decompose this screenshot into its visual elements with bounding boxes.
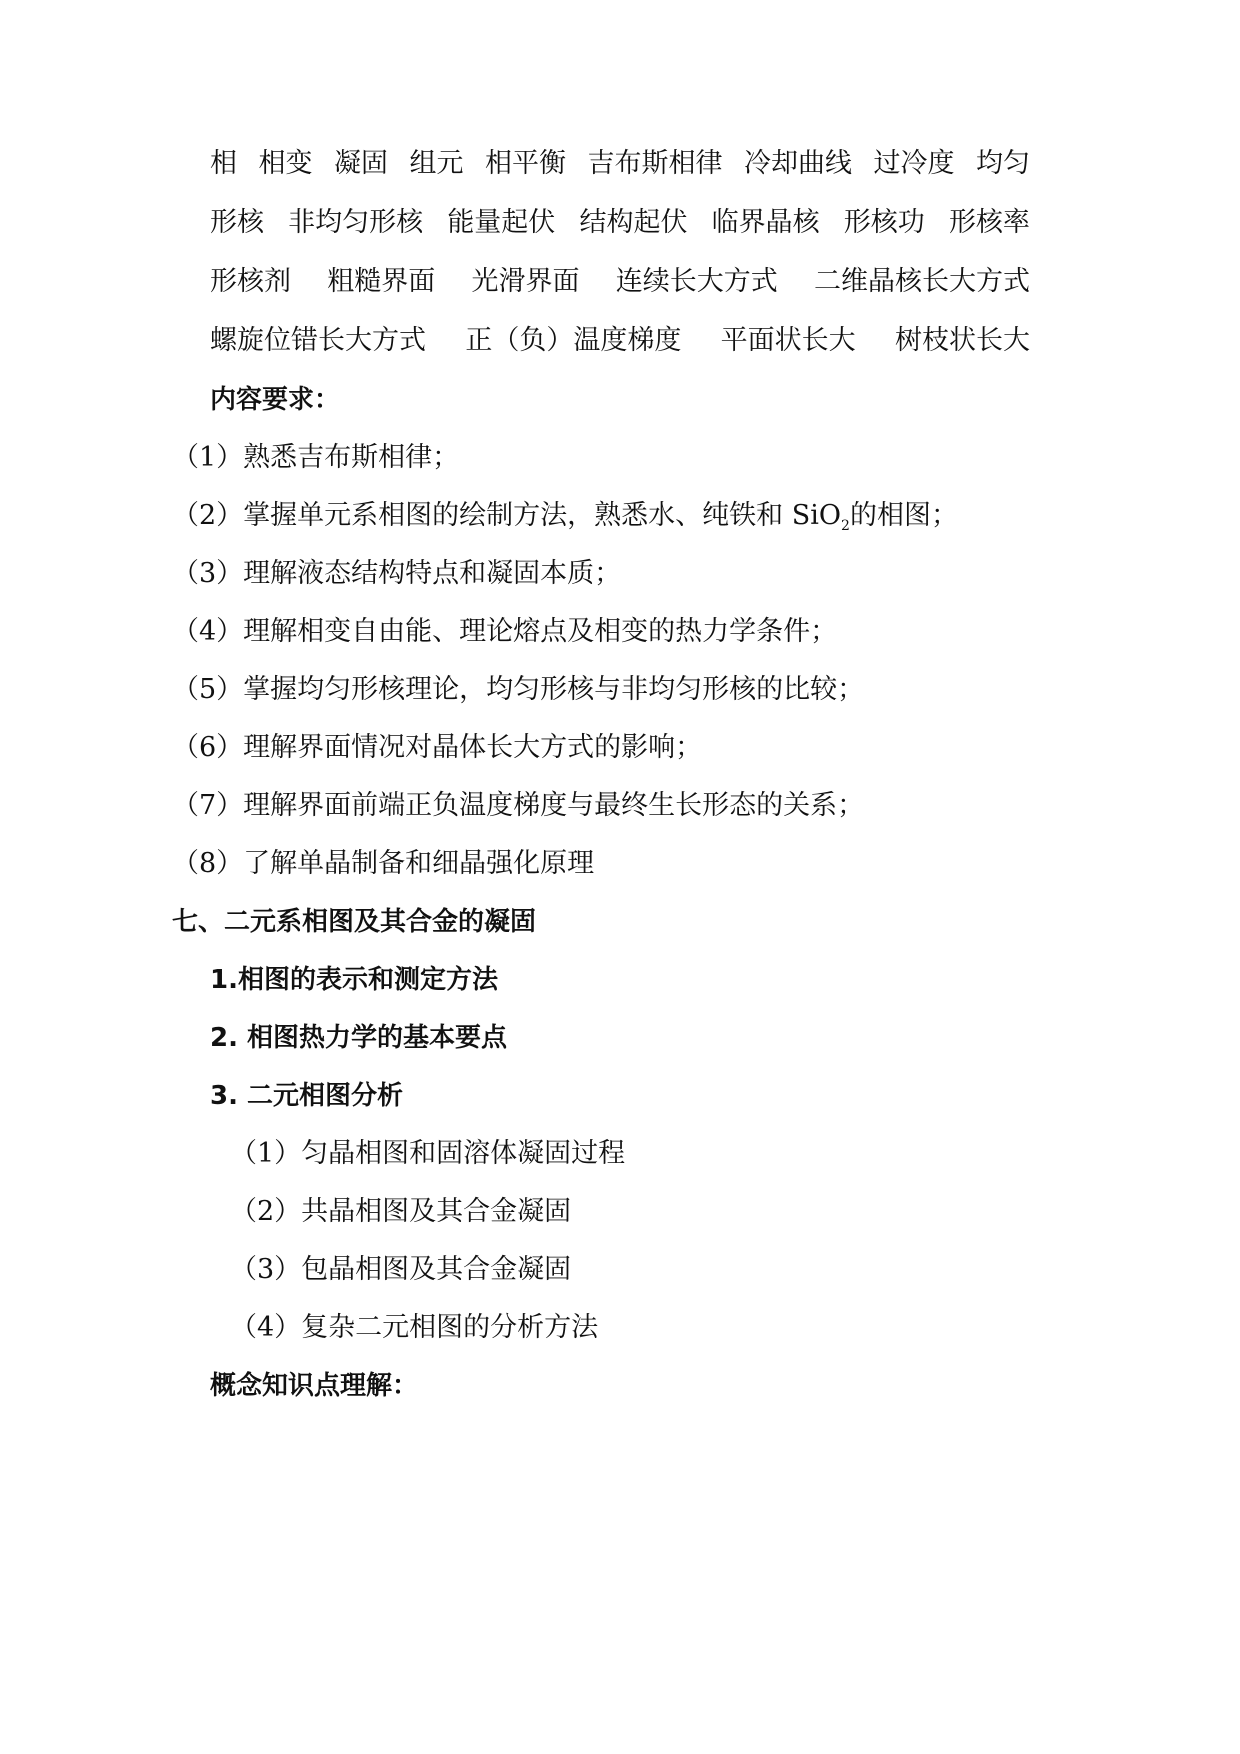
analysis-item: （2）共晶相图及其合金凝固 bbox=[230, 1196, 572, 1227]
term: 临界晶核 bbox=[711, 207, 820, 238]
analysis-item: （1）匀晶相图和固溶体凝固过程 bbox=[230, 1138, 626, 1169]
requirement-item: （1）熟悉吉布斯相律； bbox=[172, 442, 460, 473]
term: 相平衡 bbox=[485, 148, 566, 179]
term: 光滑界面 bbox=[471, 266, 580, 297]
terms-line-1 bbox=[210, 144, 1030, 184]
terms-line-4 bbox=[210, 321, 1030, 361]
term: 非均匀形核 bbox=[288, 207, 424, 238]
concepts-heading: 概念知识点理解： bbox=[210, 1371, 419, 1401]
requirement-item: （4）理解相变自由能、理论熔点及相变的热力学条件； bbox=[172, 616, 838, 647]
subsection-title: 1.相图的表示和测定方法 bbox=[210, 965, 498, 995]
section-title: 七、二元系相图及其合金的凝固 bbox=[172, 907, 537, 937]
requirements-heading: 内容要求： bbox=[210, 385, 341, 415]
requirement-item bbox=[172, 496, 958, 536]
term: 结构起伏 bbox=[579, 207, 688, 238]
term: 平面状长大 bbox=[720, 325, 856, 356]
term: 正（负）温度梯度 bbox=[465, 325, 682, 356]
terms-line-2 bbox=[210, 203, 1030, 243]
requirement-item: （7）理解界面前端正负温度梯度与最终生长形态的关系； bbox=[172, 790, 865, 821]
term: 过冷度 bbox=[873, 148, 955, 179]
subsection-title: 2. 相图热力学的基本要点 bbox=[210, 1023, 508, 1053]
term: 螺旋位错长大方式 bbox=[210, 325, 426, 356]
requirement-item: （8）了解单晶制备和细晶强化原理 bbox=[172, 848, 595, 879]
term: 相 bbox=[210, 148, 237, 179]
term: 能量起伏 bbox=[447, 207, 556, 238]
term: 吉布斯相律 bbox=[587, 148, 723, 179]
subscript-digit: 2 bbox=[841, 518, 850, 534]
analysis-item: （4）复杂二元相图的分析方法 bbox=[230, 1312, 599, 1343]
requirement-item: （6）理解界面情况对晶体长大方式的影响； bbox=[172, 732, 703, 763]
term: 形核剂 bbox=[210, 266, 291, 297]
term: 形核功 bbox=[843, 207, 925, 238]
analysis-item: （3）包晶相图及其合金凝固 bbox=[230, 1254, 572, 1285]
term: 组元 bbox=[409, 148, 464, 179]
requirement-text: （2）掌握单元系相图的绘制方法，熟悉水、纯铁和 SiO bbox=[172, 500, 842, 531]
term: 树枝状长大 bbox=[894, 325, 1030, 356]
requirement-item: （3）理解液态结构特点和凝固本质； bbox=[172, 558, 622, 589]
requirement-item: （5）掌握均匀形核理论，均匀形核与非均匀形核的比较； bbox=[172, 674, 865, 705]
term: 形核率 bbox=[948, 207, 1030, 238]
terms-line-3 bbox=[210, 262, 1030, 302]
term: 相变 bbox=[258, 148, 313, 179]
requirement-text-tail: 的相图； bbox=[849, 500, 958, 531]
term: 凝固 bbox=[334, 148, 388, 179]
term: 冷却曲线 bbox=[744, 148, 852, 179]
term: 均匀 bbox=[976, 148, 1030, 179]
term: 连续长大方式 bbox=[615, 266, 778, 297]
term: 形核 bbox=[210, 207, 264, 238]
term: 二维晶核长大方式 bbox=[814, 266, 1030, 297]
subsection-title: 3. 二元相图分析 bbox=[210, 1081, 404, 1111]
term: 粗糙界面 bbox=[327, 266, 436, 297]
